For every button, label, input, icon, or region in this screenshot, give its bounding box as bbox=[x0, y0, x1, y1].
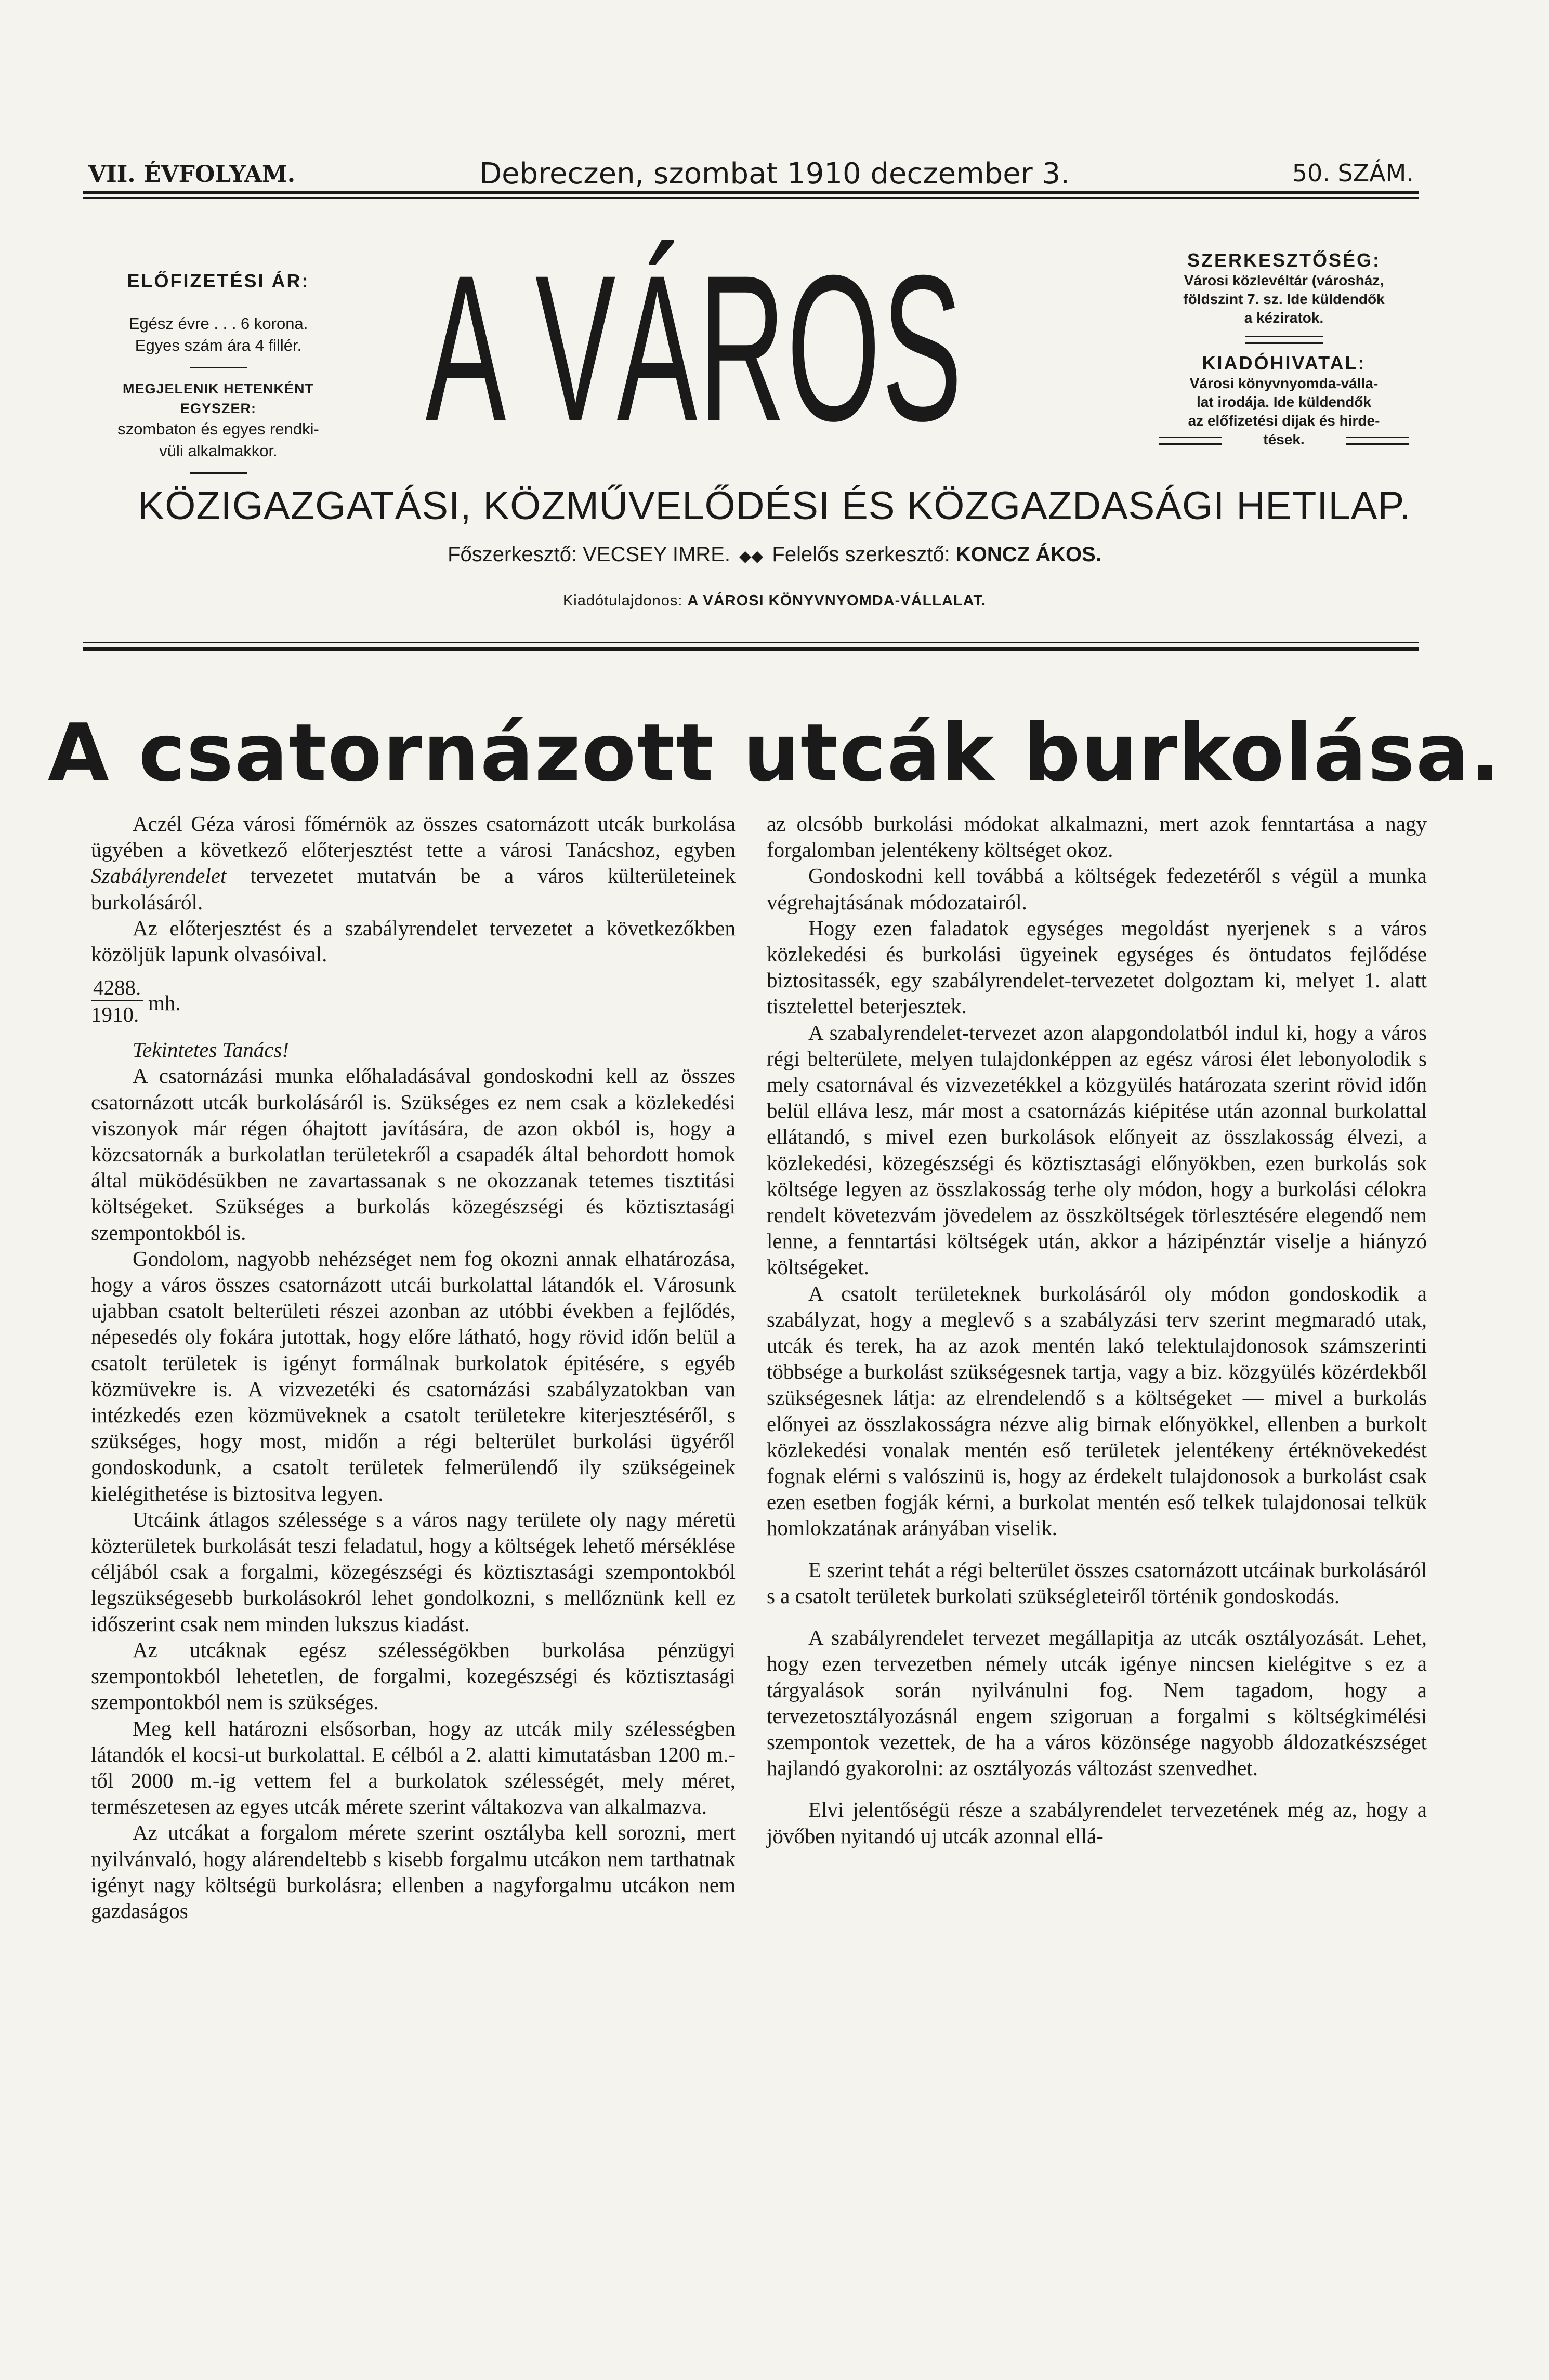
publisher-line bbox=[0, 592, 1549, 610]
divider bbox=[1346, 437, 1409, 445]
subscription-line: szombaton és egyes rendki- bbox=[117, 420, 319, 438]
editorial-line: az előfizetési dijak és hirde- bbox=[1188, 413, 1380, 429]
editorial-line: Városi közlevéltár (városház, bbox=[1184, 272, 1384, 288]
editors-line bbox=[0, 543, 1549, 566]
paragraph: Utcáink átlagos szélessége s a város nagy területe oly nagy méretü közterületek burkolását teszi feladatul, hogy a költségek lehető mérséklése céljából csak a forgalmi, közegészségi és köztisztasági szempontokból legszükségesebb burkolásokról lehet gondolkozni, s mellőznünk kell ez időszerint csak nem minden lukszus kiadást. bbox=[91, 1507, 736, 1636]
reference-number bbox=[91, 974, 736, 1032]
paragraph: Elvi jelentőségü része a szabályrendelet tervezetének még az, hogy a jövőben nyitandó uj utcák azonnal ellá- bbox=[767, 1797, 1427, 1848]
header-rule-thin bbox=[83, 197, 1419, 199]
paragraph-italic: Szabályrendelet bbox=[91, 864, 227, 888]
paragraph: az olcsóbb burkolási módokat alkalmazni, mert azok fenntartása a nagy forgalomban jelentékeny költséget okoz. bbox=[767, 812, 1427, 862]
paragraph: Az előterjesztést és a szabályrendelet tervezetet a következőkben közöljük lapunk olvasóival. bbox=[91, 916, 736, 967]
masthead-rule-thick bbox=[83, 647, 1419, 651]
subscription-line: vüli alkalmakkor. bbox=[159, 442, 278, 460]
divider bbox=[190, 472, 247, 474]
publication-schedule: MEGJELENIK HETENKÉNT EGYSZER: bbox=[122, 381, 314, 416]
diamond-icon: ◆◆ bbox=[739, 548, 764, 565]
paragraph bbox=[91, 811, 736, 915]
paragraph: A szabályrendelet tervezet megállapitja az utcák osztályozását. Lehet, hogy ezen tervezetben némely utcák igénye nincsen kielégitve s ez a tárgyalások során nyilvánulni fog. Nem tagadom, hogy a tervezetosztályozásnál engem szigoruan a forgalmi s költségkimélési szempontok vezettek, de ha a város közönsége nagyobb áldozatkészséget hajlandó gyakorolni: az osztályozás változást szenvedhet. bbox=[767, 1625, 1427, 1780]
paragraph-text: tervezetet mutatván be a város külterületeinek burkolásáról. bbox=[91, 864, 736, 914]
paragraph: E szerint tehát a régi belterület összes csatornázott utcáinak burkolásáról s a csatolt területek burkolati szükségleteiről történik gondoskodás. bbox=[767, 1557, 1427, 1608]
editorial-line: Városi könyvnyomda-válla- bbox=[1189, 375, 1379, 391]
subscription-line: Egyes szám ára 4 fillér. bbox=[135, 336, 302, 354]
paragraph: Meg kell határozni elsősorban, hogy az utcák mily szélességben látandók el kocsi-ut burkolattal. E célból a 2. alatti kimutatásban 1200 m.-től 2000 m.-ig vettem fel a burkolatok szélességét, mely méret, természetesen az egyes utcák mérete szerint váltakozva van alkalmazva. bbox=[91, 1716, 736, 1819]
paragraph: A csatornázási munka előhaladásával gondoskodni kell az összes csatornázott utcák burkolásáról is. Szükséges ez nem csak a közlekedési viszonyok már régen óhajtott javítására, de azon okból is, hogy a közcsatornák a burkolatlan területekről a csapadék által behordott homok által müködésükben ne zavartassanak s ne okozzanak tetemes tisztitási költségeket. Szükséges a burkolás közegészségi és köztisztasági szempontokból is. bbox=[91, 1064, 736, 1245]
chief-editor-name: VECSEY IMRE. bbox=[583, 543, 730, 566]
salutation: Tekintetes Tanács! bbox=[133, 1038, 290, 1062]
paragraph: A csatolt területeknek burkolásáról oly módon gondoskodik a szabályzat, hogy a meglevő s a szabályzási terv szerint megmaradó utak, utcák és terek, ha az azok mentén lakó telektulajdonosok számszerinti többsége a burkolást szükségesnek tartja, vagy a biz. közgyülés közérdekből szükségesnek látja: az elrendelendő s a költségeket — mivel a burkolás előnyei az összlakosságra nézve alig birnak előnyökkel, ellenben a burkolt közlekedési vonalak mentén eső területek jelentékeny értéknövekedést fognak elérni s valószinü is, hogy az érdekelt tulajdonosok a burkolást csak ezen esetben fogják kérni, a burkolat mentén eső telkek tulajdonosai telkük homlokzatának arányában viselik. bbox=[767, 1281, 1427, 1540]
reference-suffix: mh. bbox=[148, 991, 181, 1015]
paragraph: A szabalyrendelet-tervezet azon alapgondolatból indul ki, hogy a város régi belterülete, melyen tulajdonképpen az egész városi élet lebonyolodik s mely csatornával és vizvezetékkel a közgyülés határozata szerint rövid időn belül elláva lesz, már most a csatornázás kiépitése után azonnal burkolattal ellátandó, s mivel ezen burkolások előnyeit az összlakosság élvezi, a közlekedési, közegészségi és köztisztasági előnyökben, ezen burkolás sok költsége legyen az összlakosság terhe oly módon, hogy a burkolási célokra rendelt követezvám jövedelem az összköltségek törlesztésére elegendő nem lenne, a fenntartási költségek után, akkor a házipénztár viselje a hiányzó költségeket. bbox=[767, 1020, 1427, 1279]
editorial-line: a kéziratok. bbox=[1244, 310, 1324, 326]
masthead-rule-thin bbox=[83, 642, 1419, 643]
paragraph: Gondolom, nagyobb nehézséget nem fog okozni annak elhatározása, hogy a város összes csatornázott utcái burkolattal látandók el. Városunk ujabban csatolt belterületi részei azonban az utóbbi években a fejlődés, népesedés oly fokára jutottak, hogy előre látható, hogy rövid időn belül a csatolt területek is igényt formálnak burkolatok épitésére, s egyéb közmüvekre is. A vizvezetéki és csatornázási szabályzatokban van intézkedés ezen közmüveknek a csatolt területekre kiterjesztéséről, s szükséges, hogy most, midőn a régi belterület burkolási ügyéről gondoskodunk, a csatolt területek felmerülendő ily szükségeinek kielégithetése is biztositva legyen. bbox=[91, 1246, 736, 1505]
subtitle: KÖZIGAZGATÁSI, KÖZMŰVELŐDÉSI ÉS KÖZGAZDASÁGI HETILAP. bbox=[138, 484, 1411, 528]
divider bbox=[1245, 336, 1323, 344]
subscription-line: Egész évre . . . 6 korona. bbox=[128, 314, 308, 333]
dateline: Debreczen, szombat 1910 deczember 3. bbox=[479, 157, 1070, 191]
editorial-title: SZERKESZTŐSÉG: bbox=[1187, 249, 1381, 271]
reference-year: 1910. bbox=[91, 1002, 139, 1027]
publisher-office-title: KIADÓHIVATAL: bbox=[1202, 352, 1366, 374]
article-column-left bbox=[91, 811, 736, 1924]
editorial-line: tések. bbox=[1263, 431, 1305, 447]
publisher-label: Kiadótulajdonos: bbox=[562, 592, 683, 609]
article-column-right bbox=[767, 811, 1427, 1849]
paragraph: Hogy ezen faladatok egységes megoldást nyerjenek s a város közlekedési és burkolási ügyeinek egységes és öntudatos fejlődése biztositassék, egy szabályrendelet-tervezetet dolgoztam ki, melyet 1. alatt tisztelettel beterjesztek. bbox=[767, 916, 1427, 1019]
responsible-editor-label: Felelős szerkesztő: bbox=[772, 543, 950, 566]
chief-editor-label: Főszerkesztő: bbox=[448, 543, 577, 566]
article-headline: A csatornázott utcák burkolása. bbox=[47, 707, 1502, 799]
paragraph-text: Aczél Géza városi főmérnök az összes csatornázott utcák burkolása ügyében a következő előterjesztést tette a városi Tanácshoz, egyben bbox=[91, 812, 736, 862]
paragraph: Gondoskodni kell továbbá a költségek fedezetéről s végül a munka végrehajtásának módozatairól. bbox=[767, 864, 1427, 914]
subscription-title: ELŐFIZETÉSI ÁR: bbox=[127, 270, 310, 292]
responsible-editor-name: KONCZ ÁKOS. bbox=[955, 543, 1101, 566]
publisher-name: A VÁROSI KÖNYVNYOMDA-VÁLLALAT. bbox=[687, 592, 987, 609]
editorial-box bbox=[1149, 249, 1419, 451]
masthead-title: A VÁROS bbox=[425, 232, 964, 464]
paragraph: Az utcákat a forgalom mérete szerint osztályba kell sorozni, mert nyilvánvaló, hogy alárendeltebb s kisebb forgalmu utcákon nem tarthatnak igényt nagy költségü burkolásra; ellenben a nagyforgalmu utcákon nem gazdaságos bbox=[91, 1820, 736, 1923]
editorial-line: földszint 7. sz. Ide küldendők bbox=[1183, 291, 1385, 307]
paragraph: Az utcáknak egész szélességökben burkolása pénzügyi szempontokból lehetetlen, de forgalmi, kozegészségi és köztisztasági szempontokból nem is szükséges. bbox=[91, 1637, 736, 1714]
reference-num: 4288. bbox=[91, 974, 143, 1001]
header-rule-thick bbox=[83, 191, 1419, 194]
volume-label: VII. ÉVFOLYAM. bbox=[88, 161, 296, 188]
issue-number: 50. SZÁM. bbox=[1292, 159, 1414, 187]
divider bbox=[190, 367, 247, 368]
editorial-line: lat irodája. Ide küldendők bbox=[1196, 394, 1372, 410]
